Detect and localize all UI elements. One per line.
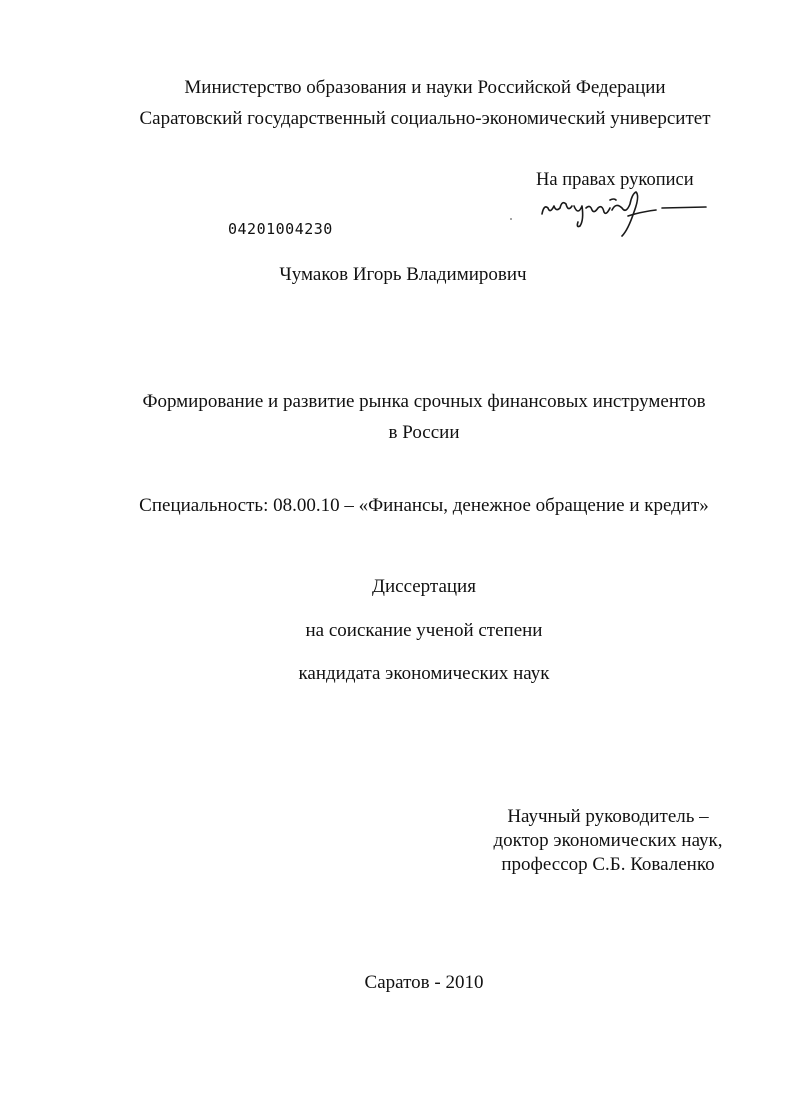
title-line-1: Формирование и развитие рынка срочных финансовых инструментов xyxy=(142,391,706,412)
speciality: Специальность: 08.00.10 – «Финансы, денежное обращение и кредит» xyxy=(139,495,709,516)
supervisor-name: профессор С.Б. Коваленко xyxy=(501,854,715,875)
ministry-heading: Министерство образования и науки Российской Федерации xyxy=(184,77,666,98)
catalog-code: 04201004230 xyxy=(228,220,333,238)
author-name: Чумаков Игорь Владимирович xyxy=(279,264,527,285)
supervisor-role: Научный руководитель – xyxy=(507,806,709,827)
university-heading: Саратовский государственный социально-экономический университет xyxy=(139,108,711,129)
degree-line-1: на соискание ученой степени xyxy=(305,620,543,641)
scan-speck xyxy=(510,218,512,220)
manuscript-rights-label: На правах рукописи xyxy=(536,170,694,190)
supervisor-degree: доктор экономических наук, xyxy=(493,830,723,851)
degree-line-2: кандидата экономических наук xyxy=(298,663,550,684)
dissertation-label: Диссертация xyxy=(372,576,476,597)
city-year: Саратов - 2010 xyxy=(364,972,484,993)
supervisor-block xyxy=(488,805,728,877)
handwritten-signature xyxy=(536,186,716,240)
title-line-2: в России xyxy=(388,422,460,443)
